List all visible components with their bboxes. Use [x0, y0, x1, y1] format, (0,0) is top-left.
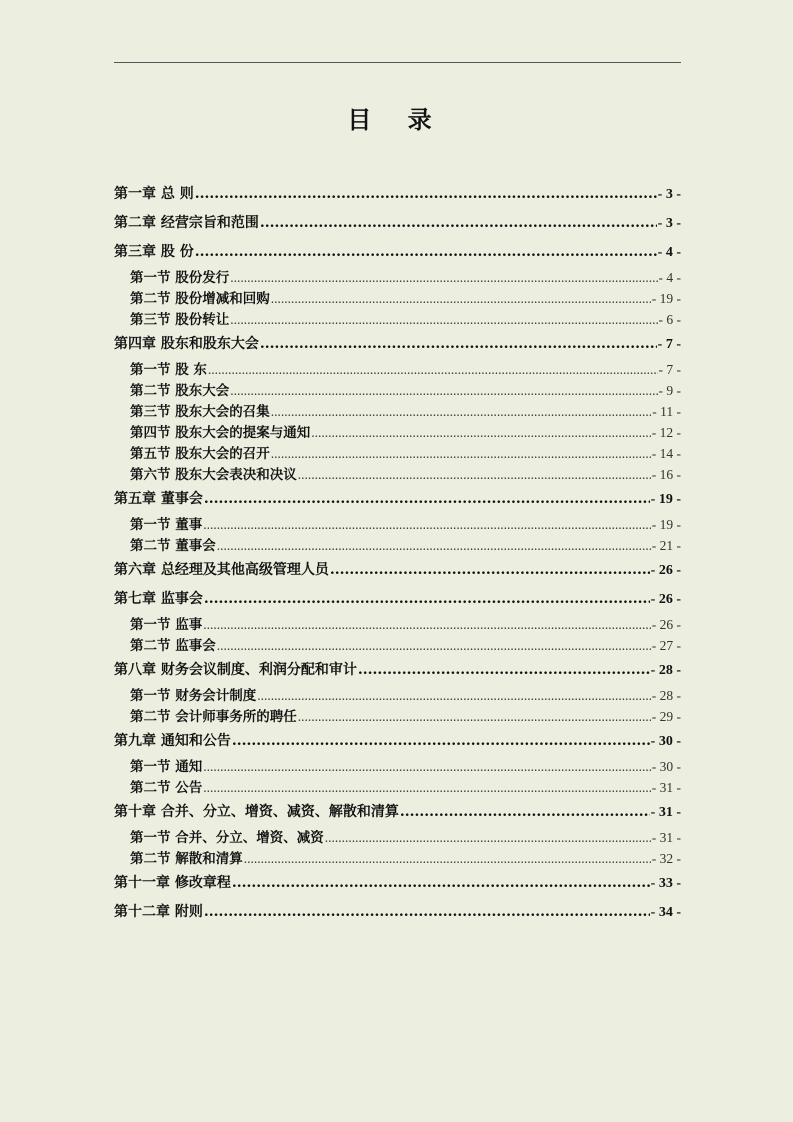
- toc-entry-label: 第一节 股份发行: [130, 270, 230, 286]
- toc-entry-page: - 4 -: [657, 245, 681, 260]
- toc-entry-label: 第一章 总 则: [114, 186, 194, 202]
- toc-entry-label: 第六节 股东大会表决和决议: [130, 467, 297, 483]
- toc-entry-page: - 14 -: [651, 446, 681, 461]
- toc-entry-label: 第一节 监事: [130, 617, 203, 633]
- toc-section[interactable]: [114, 756, 681, 777]
- toc-entry-label: 第二章 经营宗旨和范围: [114, 215, 259, 231]
- dot-leader: [400, 798, 650, 827]
- toc-entry-page: - 29 -: [651, 709, 681, 724]
- toc-entry-label: 第二节 董事会: [130, 538, 216, 554]
- toc-chapter[interactable]: [114, 330, 681, 359]
- toc-entry-label: 第八章 财务会议制度、利润分配和审计: [114, 662, 357, 678]
- toc-entry-page: - 33 -: [650, 876, 681, 891]
- dot-leader: [217, 635, 651, 656]
- toc-entry-page: - 26 -: [650, 592, 681, 607]
- toc-section[interactable]: [114, 635, 681, 656]
- toc-entry-page: - 9 -: [658, 383, 681, 398]
- toc-section[interactable]: [114, 288, 681, 309]
- toc-entry-page: - 31 -: [650, 805, 681, 820]
- toc-entry-page: - 31 -: [651, 780, 681, 795]
- dot-leader: [203, 777, 651, 798]
- toc-entry-page: - 26 -: [650, 563, 681, 578]
- toc-chapter[interactable]: [114, 727, 681, 756]
- toc-entry-label: 第四章 股东和股东大会: [114, 336, 259, 352]
- toc-entry-label: 第一节 财务会计制度: [130, 688, 257, 704]
- toc-section[interactable]: [114, 380, 681, 401]
- toc-entry-label: 第一节 通知: [130, 759, 203, 775]
- toc-entry-label: 第二节 公告: [130, 780, 203, 796]
- dot-leader: [271, 443, 651, 464]
- dot-leader: [204, 585, 650, 614]
- toc-entry-page: - 28 -: [651, 688, 681, 703]
- toc-entry-label: 第五节 股东大会的召开: [130, 446, 270, 462]
- toc-entry-page: - 7 -: [658, 362, 681, 377]
- toc-section[interactable]: [114, 706, 681, 727]
- toc-entry-page: - 12 -: [651, 425, 681, 440]
- dot-leader: [195, 180, 657, 209]
- toc-entry-label: 第二节 会计师事务所的聘任: [130, 709, 297, 725]
- dot-leader: [271, 288, 651, 309]
- dot-leader: [195, 238, 657, 267]
- toc-chapter[interactable]: [114, 485, 681, 514]
- toc-entry-label: 第二节 股份增减和回购: [130, 291, 270, 307]
- toc-chapter[interactable]: [114, 869, 681, 898]
- toc-entry-label: 第七章 监事会: [114, 591, 203, 607]
- dot-leader: [203, 614, 651, 635]
- toc-entry-label: 第三节 股东大会的召集: [130, 404, 270, 420]
- dot-leader: [260, 209, 657, 238]
- dot-leader: [230, 267, 657, 288]
- toc-entry-label: 第十一章 修改章程: [114, 875, 231, 891]
- dot-leader: [325, 827, 651, 848]
- toc-entry-page: - 34 -: [650, 905, 681, 920]
- toc-entry-page: - 19 -: [650, 492, 681, 507]
- toc-entry-page: - 26 -: [651, 617, 681, 632]
- toc-section[interactable]: [114, 401, 681, 422]
- toc-chapter[interactable]: [114, 798, 681, 827]
- table-of-contents: [114, 180, 681, 927]
- dot-leader: [203, 514, 651, 535]
- toc-entry-page: - 11 -: [652, 404, 681, 419]
- toc-section[interactable]: [114, 848, 681, 869]
- toc-entry-page: - 21 -: [651, 538, 681, 553]
- toc-entry-page: - 30 -: [650, 734, 681, 749]
- dot-leader: [311, 422, 651, 443]
- header-rule: [114, 62, 681, 63]
- dot-leader: [260, 330, 657, 359]
- toc-section[interactable]: [114, 464, 681, 485]
- toc-chapter[interactable]: [114, 656, 681, 685]
- toc-entry-label: 第九章 通知和公告: [114, 733, 231, 749]
- dot-leader: [230, 309, 657, 330]
- toc-entry-label: 第二节 股东大会: [130, 383, 230, 399]
- dot-leader: [203, 756, 651, 777]
- toc-section[interactable]: [114, 514, 681, 535]
- dot-leader: [257, 685, 651, 706]
- toc-entry-page: - 19 -: [651, 291, 681, 306]
- toc-chapter[interactable]: [114, 180, 681, 209]
- toc-section[interactable]: [114, 267, 681, 288]
- dot-leader: [217, 535, 651, 556]
- toc-entry-label: 第三章 股 份: [114, 244, 194, 260]
- toc-chapter[interactable]: [114, 556, 681, 585]
- toc-chapter[interactable]: [114, 238, 681, 267]
- toc-entry-label: 第四节 股东大会的提案与通知: [130, 425, 311, 441]
- toc-section[interactable]: [114, 685, 681, 706]
- toc-section[interactable]: [114, 422, 681, 443]
- toc-section[interactable]: [114, 827, 681, 848]
- toc-section[interactable]: [114, 359, 681, 380]
- dot-leader: [204, 485, 650, 514]
- toc-entry-label: 第二节 解散和清算: [130, 851, 243, 867]
- dot-leader: [230, 380, 657, 401]
- toc-entry-page: - 27 -: [651, 638, 681, 653]
- toc-entry-label: 第一节 股 东: [130, 362, 207, 378]
- toc-entry-label: 第五章 董事会: [114, 491, 203, 507]
- toc-entry-label: 第十章 合并、分立、增资、减资、解散和清算: [114, 804, 399, 820]
- toc-entry-page: - 16 -: [651, 467, 681, 482]
- toc-entry-label: 第六章 总经理及其他高级管理人员: [114, 562, 329, 578]
- toc-section[interactable]: [114, 535, 681, 556]
- dot-leader: [232, 869, 650, 898]
- toc-entry-label: 第二节 监事会: [130, 638, 216, 654]
- toc-entry-page: - 28 -: [650, 663, 681, 678]
- dot-leader: [330, 556, 650, 585]
- dot-leader: [298, 464, 651, 485]
- toc-section[interactable]: [114, 777, 681, 798]
- toc-section[interactable]: [114, 443, 681, 464]
- toc-entry-page: - 32 -: [651, 851, 681, 866]
- toc-entry-page: - 6 -: [658, 312, 681, 327]
- toc-chapter[interactable]: [114, 209, 681, 238]
- toc-entry-page: - 7 -: [657, 337, 681, 352]
- dot-leader: [204, 898, 650, 927]
- toc-entry-label: 第三节 股份转让: [130, 312, 230, 328]
- toc-section[interactable]: [114, 309, 681, 330]
- toc-entry-page: - 30 -: [651, 759, 681, 774]
- toc-chapter[interactable]: [114, 898, 681, 927]
- toc-section[interactable]: [114, 614, 681, 635]
- toc-entry-label: 第一节 合并、分立、增资、减资: [130, 830, 324, 846]
- toc-entry-label: 第一节 董事: [130, 517, 203, 533]
- dot-leader: [244, 848, 651, 869]
- toc-entry-page: - 3 -: [657, 216, 681, 231]
- toc-entry-label: 第十二章 附则: [114, 904, 203, 920]
- page-title: 目 录: [347, 105, 446, 134]
- dot-leader: [271, 401, 652, 422]
- toc-entry-page: - 3 -: [657, 187, 681, 202]
- dot-leader: [208, 359, 658, 380]
- toc-entry-page: - 31 -: [651, 830, 681, 845]
- dot-leader: [232, 727, 650, 756]
- dot-leader: [298, 706, 651, 727]
- dot-leader: [358, 656, 650, 685]
- toc-entry-page: - 4 -: [658, 270, 681, 285]
- toc-entry-page: - 19 -: [651, 517, 681, 532]
- toc-chapter[interactable]: [114, 585, 681, 614]
